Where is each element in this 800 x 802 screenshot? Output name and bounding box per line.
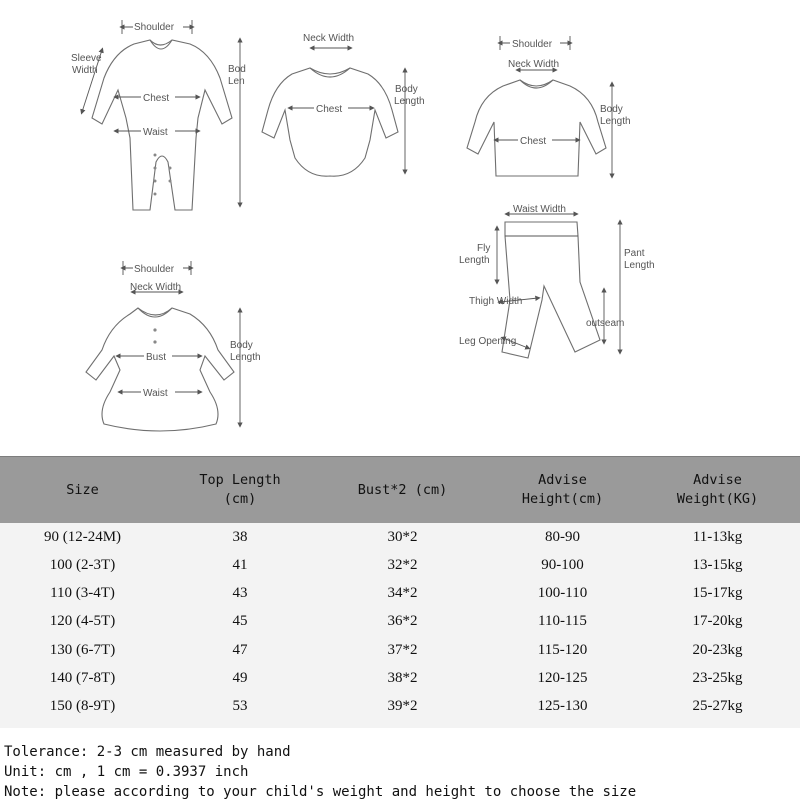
cell-bust: 36*2: [387, 612, 418, 629]
cell-size: 90 (12-24M): [43, 528, 122, 545]
sizing-advice-note: Note: please according to your child's weight and height to choose the size: [4, 784, 637, 800]
cell-top-length: 38: [232, 528, 248, 545]
dress-bust-label: Bust: [146, 352, 167, 363]
cell-height: 115-120: [537, 641, 588, 658]
cell-size: 100 (2-3T): [49, 556, 116, 573]
pants-fly-label-2: Length: [459, 255, 490, 266]
bodysuit-chest-label: Chest: [316, 104, 343, 115]
pants-length-label-1: Pant: [624, 248, 645, 259]
unit-note: Unit: cm , 1 cm = 0.3937 inch: [4, 764, 249, 780]
cell-bust: 34*2: [387, 584, 418, 601]
top-body-label-2: Length: [600, 116, 631, 127]
cell-weight: 25-27kg: [692, 697, 743, 714]
table-row: [0, 664, 800, 692]
dress-shoulder-label: Shoulder: [134, 264, 175, 275]
romper-waist-label: Waist: [143, 127, 168, 138]
top-shoulder-label: Shoulder: [512, 39, 553, 50]
bodysuit-body-label-2: Length: [394, 96, 425, 107]
cell-bust: 32*2: [387, 556, 418, 573]
table-row: [0, 692, 800, 720]
header-advise-weight: Advise Weight(KG): [676, 472, 759, 507]
cell-weight: 17-20kg: [692, 612, 743, 629]
cell-bust: 30*2: [387, 528, 418, 545]
pants-waist-label: Waist Width: [513, 204, 566, 215]
romper-shoulder-label: Shoulder: [134, 22, 175, 33]
header-size: Size: [66, 481, 99, 498]
cell-bust: 38*2: [387, 669, 418, 686]
top-body-label-1: Body: [600, 104, 623, 115]
cell-height: 100-110: [537, 584, 588, 601]
cell-top-length: 53: [232, 697, 248, 714]
size-notes: [4, 742, 800, 802]
table-row: [0, 551, 800, 579]
bodysuit-neck-label: Neck Width: [303, 33, 355, 44]
dress-body-label-1: Body: [230, 340, 253, 351]
romper-chest-label: Chest: [143, 93, 170, 104]
cell-weight: 23-25kg: [692, 669, 743, 686]
dress-neck-label: Neck Width: [130, 282, 182, 293]
size-table-body: [0, 523, 800, 728]
dress-waist-label: Waist: [143, 388, 168, 399]
table-row: [0, 523, 800, 551]
cell-weight: 20-23kg: [692, 641, 743, 658]
pants-diagram: [459, 204, 655, 358]
cell-size: 110 (3-4T): [50, 584, 115, 601]
cell-top-length: 49: [232, 669, 248, 686]
cell-top-length: 43: [232, 584, 248, 601]
cell-size: 130 (6-7T): [49, 641, 116, 658]
table-row: [0, 579, 800, 607]
cell-height: 125-130: [537, 697, 588, 714]
top-neck-label: Neck Width: [508, 59, 560, 70]
bodysuit-diagram: [262, 33, 425, 176]
cell-size: 150 (8-9T): [49, 697, 116, 714]
table-row: [0, 607, 800, 635]
cell-weight: 11-13kg: [692, 528, 743, 545]
romper-body-label-2: Len: [228, 76, 245, 87]
pants-outseam-label: outseam: [586, 318, 625, 329]
cell-top-length: 45: [232, 612, 248, 629]
cell-weight: 13-15kg: [692, 556, 743, 573]
cell-weight: 15-17kg: [692, 584, 743, 601]
cell-top-length: 41: [232, 556, 248, 573]
cell-bust: 37*2: [387, 641, 418, 658]
header-bust: Bust*2 (cm): [357, 481, 448, 498]
bodysuit-body-label-1: Body: [395, 84, 418, 95]
cell-bust: 39*2: [387, 697, 418, 714]
romper-diagram: [71, 20, 246, 210]
cell-height: 110-115: [538, 612, 587, 629]
cell-size: 120 (4-5T): [49, 612, 116, 629]
cell-size: 140 (7-8T): [49, 669, 116, 686]
pants-leg-label: Leg Opening: [459, 336, 517, 347]
pants-thigh-label: Thigh Width: [469, 296, 523, 307]
dress-diagram: [86, 261, 261, 431]
header-advise-height: Advise Height(cm): [521, 472, 604, 507]
cell-height: 90-100: [541, 556, 584, 573]
tolerance-note: Tolerance: 2-3 cm measured by hand: [4, 744, 291, 760]
romper-sleeve-label-1: Sleeve: [71, 53, 102, 64]
header-top-length: Top Length (cm): [199, 472, 281, 507]
cell-height: 120-125: [537, 669, 588, 686]
romper-sleeve-label-2: Width: [72, 65, 98, 76]
size-table-header: [0, 456, 800, 524]
size-table: [0, 456, 800, 728]
cell-top-length: 47: [232, 641, 248, 658]
cell-height: 80-90: [545, 528, 580, 545]
top-chest-label: Chest: [520, 136, 547, 147]
top-diagram: [467, 36, 631, 176]
dress-body-label-2: Length: [230, 352, 261, 363]
table-row: [0, 636, 800, 664]
romper-body-label-1: Bod: [228, 64, 246, 75]
pants-fly-label-1: Fly: [477, 243, 491, 254]
pants-length-label-2: Length: [624, 260, 655, 271]
